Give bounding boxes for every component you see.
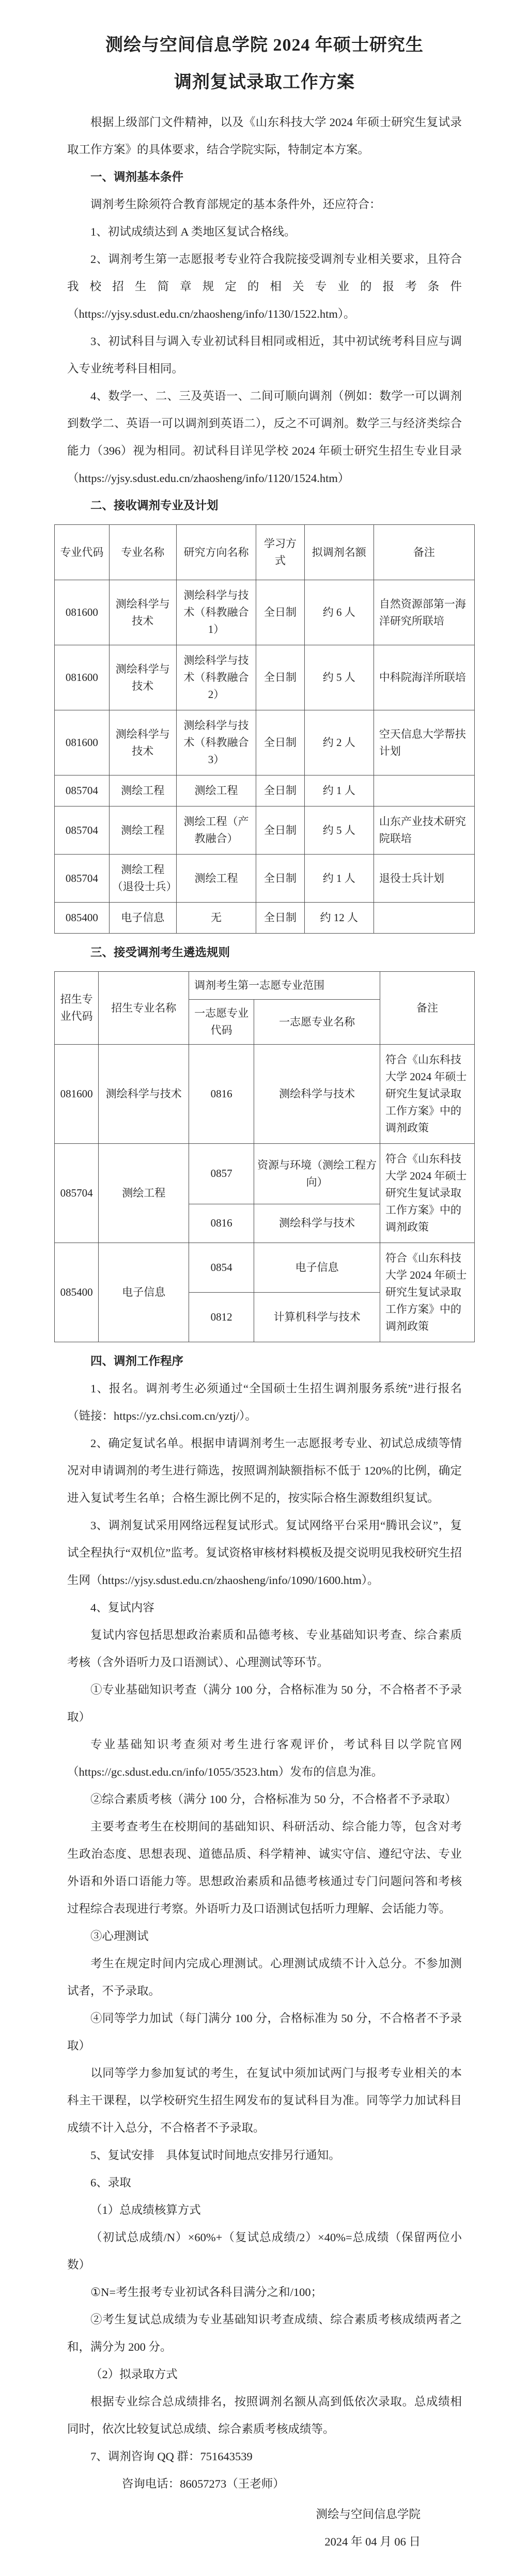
table-cell: 测绘科学与技术（科教融合 2）: [176, 645, 256, 710]
table-cell: 约 5 人: [304, 645, 374, 710]
s4-point-2: ②综合素质考核（满分 100 分，合格标准为 50 分，不合格者不予录取）: [90, 1793, 457, 1806]
table-cell: 无: [176, 903, 256, 934]
plan-header-code: 专业代码: [55, 525, 110, 580]
table-cell: 085400: [55, 903, 110, 934]
section-3-heading: 三、接受调剂考生遴选规则: [90, 946, 230, 959]
table-cell: 全日制: [256, 580, 304, 645]
table-cell: 全日制: [256, 855, 304, 903]
plan-table: [54, 524, 475, 934]
table-cell: 0857: [189, 1144, 254, 1204]
rules-header-code: 招生专业代码: [55, 972, 99, 1045]
s4-point-1-detail: 专业基础知识考查须对考生进行客观评价，考试科目以学院官网（https://gc.sdust.edu.cn/info/1055/3523.htm）发布的信息为准。: [67, 1738, 462, 1778]
table-cell: 全日制: [256, 645, 304, 710]
s1-item-3: 3、初试科目与调入专业初试科目相同或相近，其中初试统考科目应与调入专业统考科目相同。: [67, 335, 462, 375]
plan-table-row: [55, 903, 475, 934]
s4-item-1: 1、报名。调剂考生必须通过“全国硕士生招生调剂服务系统”进行报名（链接：https://yz.chsi.com.cn/yztj/）。: [67, 1382, 462, 1422]
table-cell: 测绘工程: [109, 775, 176, 806]
intro-paragraph: 根据上级部门文件精神，以及《山东科技大学 2024 年硕士研究生复试录取工作方案》的具体要求，结合学院实际，特制定本方案。: [67, 116, 462, 156]
rules-table-row: [55, 1144, 475, 1204]
s4-item-2: 2、确定复试名单。根据申请调剂考生一志愿报考专业、初试总成绩等情况对申请调剂的考生进行筛选，按照调剂缺额指标不低于 120%的比例，确定进入复试考生名单；合格生源比例不足的，按实际合格生源数组织复试。: [67, 1437, 462, 1504]
table-cell: 约 2 人: [304, 710, 374, 775]
table-cell: 085704: [55, 1144, 99, 1243]
table-cell: 全日制: [256, 775, 304, 806]
s4-point-4: ④同等学力加试（每门满分 100 分，合格标准为 50 分，不合格者不予录取）: [67, 2012, 462, 2052]
s4-item-5: 5、复试安排 具体复试时间地点安排另行通知。: [90, 2149, 340, 2162]
rules-header-range: 调剂考生第一志愿专业范围: [189, 972, 380, 1000]
plan-table-row: [55, 775, 475, 806]
rules-header-major: 招生专业名称: [99, 972, 189, 1045]
footer-date: 2024 年 04 月 06 日: [324, 2535, 421, 2548]
s4-item-6: 6、录取: [90, 2176, 131, 2189]
table-cell: 085400: [55, 1243, 99, 1342]
plan-header-mode: 学习方式: [256, 525, 304, 580]
table-cell: 中科院海洋所联培: [374, 645, 474, 710]
rules-table-header-row: [55, 972, 475, 1000]
footer-org: 测绘与空间信息学院: [316, 2508, 421, 2521]
table-cell: 退役士兵计划: [374, 855, 474, 903]
table-cell: 资源与环境（测绘工程方向）: [254, 1144, 380, 1204]
rules-header-sub-name: 一志愿专业名称: [254, 1000, 380, 1045]
table-cell: 085704: [55, 775, 110, 806]
table-cell: 约 1 人: [304, 775, 374, 806]
table-cell: 山东产业技术研究院联培: [374, 806, 474, 855]
plan-header-direction: 研究方向名称: [176, 525, 256, 580]
plan-table-row: [55, 806, 475, 855]
plan-header-quota: 拟调剂名额: [304, 525, 374, 580]
table-cell: 081600: [55, 645, 110, 710]
table-cell: 085704: [55, 806, 110, 855]
table-cell: 测绘工程: [99, 1144, 189, 1243]
s1-paragraph: 调剂考生除须符合教育部规定的基本条件外，还应符合：: [90, 198, 381, 211]
table-cell: 081600: [55, 580, 110, 645]
table-cell: 081600: [55, 710, 110, 775]
rules-header-remark: 备注: [380, 972, 475, 1045]
s4-point-3: ③心理测试: [90, 1930, 149, 1943]
s4-admission-formula-title: （1）总成绩核算方式: [90, 2203, 201, 2216]
s4-point-3-detail: 考生在规定时间内完成心理测试。心理测试成绩不计入总分。不参加测试者，不予录取。: [67, 1957, 462, 1997]
table-cell: 电子信息: [109, 903, 176, 934]
table-cell: 测绘工程: [176, 855, 256, 903]
table-cell: 0854: [189, 1243, 254, 1293]
table-cell: 测绘工程（退役士兵）: [109, 855, 176, 903]
table-cell: 0812: [189, 1293, 254, 1342]
plan-table-row: [55, 580, 475, 645]
table-cell: 085704: [55, 855, 110, 903]
table-cell: 全日制: [256, 806, 304, 855]
rules-table-row: [55, 1045, 475, 1144]
rules-header-sub-code: 一志愿专业代码: [189, 1000, 254, 1045]
s4-admission-formula: （初试总成绩/N）×60%+（复试总成绩/2）×40%=总成绩（保留两位小数）: [67, 2231, 462, 2271]
plan-table-row: [55, 710, 475, 775]
plan-table-header-row: [55, 525, 475, 580]
table-cell: [374, 775, 474, 806]
table-cell: 电子信息: [254, 1243, 380, 1293]
rules-table: [54, 971, 475, 1342]
table-cell: 测绘科学与技术: [109, 710, 176, 775]
s1-item-1: 1、初试成绩达到 A 类地区复试合格线。: [90, 225, 296, 238]
s4-point-4-detail: 以同等学力参加复试的考生，在复试中须加试两门与报考专业相关的本科主干课程，以学校研究生招生网发布的复试科目为准。同等学力加试科目成绩不计入总分，不合格者不予录取。: [67, 2067, 462, 2134]
s1-item-2: 2、调剂考生第一志愿报考专业符合我院接受调剂专业相关要求，且符合我校招生简章规定的相关专业的报考条件（https://yjsy.sdust.edu.cn/zhaosheng/info/1130/1522.htm）。: [67, 253, 462, 320]
table-cell: 0816: [189, 1204, 254, 1243]
section-4-heading: 四、调剂工作程序: [90, 1355, 184, 1368]
plan-table-row: [55, 855, 475, 903]
table-cell: 约 5 人: [304, 806, 374, 855]
table-cell: 测绘工程: [176, 775, 256, 806]
s4-phone: 咨询电话：86057273（王老师）: [121, 2477, 285, 2490]
table-cell: 自然资源部第一海洋研究所联培: [374, 580, 474, 645]
s4-admission-mode-title: （2）拟录取方式: [90, 2368, 178, 2381]
s4-item-3: 3、调剂复试采用网络远程复试形式。复试网络平台采用“腾讯会议”，复试全程执行“双机位”监考。复试资格审核材料模板及提交说明见我校研究生招生网（https://yjsy.sdust.edu.cn/zhaosheng/info/1090/1600.htm）。: [67, 1519, 462, 1587]
plan-table-row: [55, 645, 475, 710]
s4-item-7-qq: 7、调剂咨询 QQ 群：751643539: [90, 2450, 253, 2463]
table-cell: 符合《山东科技大学 2024 年硕士研究生复试录取工作方案》中的调剂政策: [380, 1045, 475, 1144]
table-cell: 约 1 人: [304, 855, 374, 903]
rules-table-row: [55, 1243, 475, 1293]
s4-point-2-detail: 主要考查考生在校期间的基础知识、科研活动、综合能力等，包含对考生政治态度、思想表现、道德品质、科学精神、诚实守信、遵纪守法、专业外语和外语口语能力等。思想政治素质和品德考核通过专门问题问答和考核过程综合表现进行考察。外语听力及口语测试包括听力理解、会话能力等。: [67, 1820, 462, 1915]
table-cell: 081600: [55, 1045, 99, 1144]
table-cell: 全日制: [256, 710, 304, 775]
table-cell: 约 12 人: [304, 903, 374, 934]
plan-header-remark: 备注: [374, 525, 474, 580]
table-cell: 测绘工程: [109, 806, 176, 855]
s4-point-1: ①专业基础知识考查（满分 100 分，合格标准为 50 分，不合格者不予录取）: [67, 1683, 462, 1724]
s4-review-content: 复试内容包括思想政治素质和品德考核、专业基础知识考查、综合素质考核（含外语听力及口语测试）、心理测试等环节。: [67, 1628, 462, 1669]
doc-title-line1: 测绘与空间信息学院 2024 年硕士研究生: [105, 36, 424, 55]
s4-admission-mode-detail: 根据专业综合总成绩排名，按照调剂名额从高到低依次录取。总成绩相同时，依次比较复试总成绩、综合素质考核成绩等。: [67, 2395, 462, 2435]
table-cell: 符合《山东科技大学 2024 年硕士研究生复试录取工作方案》中的调剂政策: [380, 1243, 475, 1342]
table-cell: 符合《山东科技大学 2024 年硕士研究生复试录取工作方案》中的调剂政策: [380, 1144, 475, 1243]
s4-formula-note-1: ①N=考生报考专业初试各科目满分之和/100；: [90, 2286, 323, 2299]
table-cell: 0816: [189, 1045, 254, 1144]
table-cell: 全日制: [256, 903, 304, 934]
doc-title-line2: 调剂复试录取工作方案: [174, 73, 355, 92]
s1-item-4: 4、数学一、二、三及英语一、二间可顺向调剂（例如：数学一可以调剂到数学二、英语一可以调剂到英语二），反之不可调剂。数学三与经济类综合能力（396）视为相同。初试科目详见学校 2024 年硕士研究生招生专业目录（https://yjsy.sdust.edu.cn/zhaosheng/info/1120/1524.htm）: [67, 390, 462, 485]
table-cell: 空天信息大学帮扶计划: [374, 710, 474, 775]
s4-item-4-heading: 4、复试内容: [90, 1601, 154, 1614]
section-2-heading: 二、接收调剂专业及计划: [90, 499, 219, 512]
table-cell: 测绘工程（产教融合）: [176, 806, 256, 855]
plan-header-major: 专业名称: [109, 525, 176, 580]
table-cell: 测绘科学与技术（科教融合 3）: [176, 710, 256, 775]
table-cell: 测绘科学与技术: [99, 1045, 189, 1144]
table-cell: 测绘科学与技术: [254, 1204, 380, 1243]
table-cell: 电子信息: [99, 1243, 189, 1342]
s4-formula-note-2: ②考生复试总成绩为专业基础知识考查成绩、综合素质考核成绩两者之和，满分为 200 分。: [67, 2313, 462, 2353]
table-cell: 约 6 人: [304, 580, 374, 645]
table-cell: 测绘科学与技术（科教融合 1）: [176, 580, 256, 645]
table-cell: 测绘科学与技术: [109, 645, 176, 710]
section-1-heading: 一、调剂基本条件: [90, 170, 184, 183]
table-cell: 测绘科学与技术: [109, 580, 176, 645]
table-cell: 计算机科学与技术: [254, 1293, 380, 1342]
table-cell: [374, 903, 474, 934]
table-cell: 测绘科学与技术: [254, 1045, 380, 1144]
